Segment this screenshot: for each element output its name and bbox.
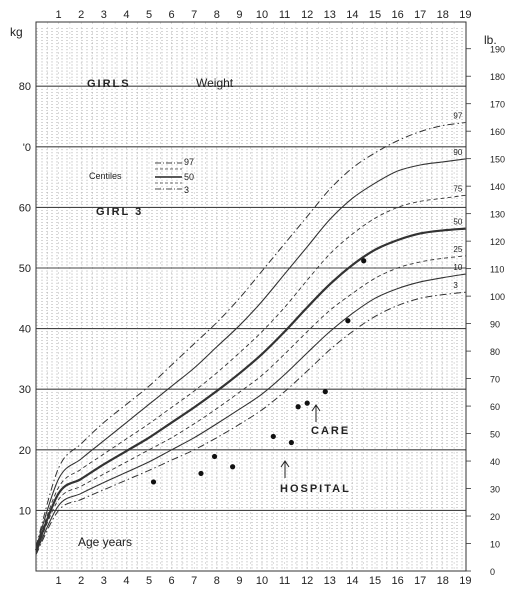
centile-label-97: 97 <box>453 111 463 121</box>
chart-title: GIRLS <box>87 78 131 90</box>
y-tick-label-right: 170 <box>490 99 506 110</box>
care-annotation <box>311 405 350 437</box>
y-tick-label-right: 70 <box>490 374 501 385</box>
x-tick-label-bottom: 6 <box>168 575 175 587</box>
x-tick-label-bottom: 11 <box>278 575 291 587</box>
y-tick-label-right: 150 <box>490 154 506 165</box>
y-tick-label-right: 120 <box>490 237 506 248</box>
measurement-point <box>361 258 366 263</box>
centile-label-50: 50 <box>453 217 463 227</box>
x-tick-label-bottom: 19 <box>459 575 472 587</box>
measurement-point <box>198 471 203 476</box>
x-tick-label-top: 19 <box>459 9 472 21</box>
x-tick-label-bottom: 9 <box>236 575 243 587</box>
y-tick-label-left: 20 <box>18 444 31 457</box>
left-unit-label: kg <box>10 25 23 39</box>
y-tick-label-left: 60 <box>18 202 31 215</box>
x-tick-label-bottom: 5 <box>145 575 153 587</box>
legend-title: Centiles <box>89 171 122 181</box>
x-tick-label-bottom: 15 <box>368 575 382 587</box>
legend-entry-97: 97 <box>184 157 195 167</box>
x-tick-label-bottom: 12 <box>301 575 314 587</box>
x-tick-label-top: 8 <box>213 9 220 21</box>
x-axis-label: Age years <box>78 535 133 549</box>
y-tick-label-left: 40 <box>18 323 31 336</box>
measurement-point <box>305 401 310 406</box>
x-tick-label-top: 10 <box>255 9 269 21</box>
y-tick-label-right: 180 <box>490 72 506 83</box>
centile-label-90: 90 <box>453 147 463 157</box>
y-tick-label-right: 140 <box>490 182 506 193</box>
y-tick-label-right: 30 <box>490 484 501 495</box>
x-tick-label-top: 5 <box>145 9 153 21</box>
y-tick-label-right: 40 <box>490 457 501 468</box>
hospital-label: HOSPITAL <box>280 483 351 495</box>
measurement-point <box>212 454 217 459</box>
measurement-point <box>271 434 276 439</box>
x-tick-label-top: 12 <box>301 9 314 21</box>
measurement-point <box>296 404 301 409</box>
x-tick-label-bottom: 7 <box>191 575 198 587</box>
measurement-point <box>345 318 350 323</box>
x-tick-label-top: 7 <box>191 9 198 21</box>
x-tick-label-top: 4 <box>123 9 130 21</box>
x-tick-label-bottom: 4 <box>123 575 130 587</box>
centile-label-75: 75 <box>453 184 463 194</box>
y-tick-label-right: 160 <box>490 127 506 138</box>
y-tick-label-right: 0 <box>490 567 496 577</box>
x-tick-label-top: 17 <box>414 9 427 21</box>
x-tick-label-bottom: 3 <box>100 575 107 587</box>
measurement-point <box>323 389 328 394</box>
legend-entry-3: 3 <box>184 185 190 195</box>
hospital-annotation <box>280 461 351 495</box>
y-tick-label-right: 100 <box>490 292 506 303</box>
x-tick-label-top: 18 <box>436 9 449 21</box>
x-tick-label-bottom: 17 <box>414 575 427 587</box>
x-tick-label-top: 6 <box>168 9 175 21</box>
x-tick-labels <box>56 9 472 587</box>
x-tick-label-bottom: 1 <box>55 575 62 587</box>
y-tick-label-right: 130 <box>490 209 506 220</box>
centile-label-25: 25 <box>453 244 463 254</box>
x-tick-label-top: 9 <box>236 9 243 21</box>
x-tick-label-top: 15 <box>368 9 382 21</box>
centile-label-10: 10 <box>453 263 463 273</box>
x-tick-label-top: 14 <box>346 9 359 21</box>
measurement-point <box>289 440 294 445</box>
legend-entry-50: 50 <box>184 172 195 182</box>
grid <box>36 22 466 571</box>
y-tick-label-left: '0 <box>22 141 31 154</box>
care-label: CARE <box>311 425 351 437</box>
x-tick-label-top: 3 <box>100 9 107 21</box>
y-tick-label-right: 50 <box>490 429 501 440</box>
x-tick-label-top: 2 <box>78 9 85 21</box>
y-tick-label-right: 90 <box>490 319 501 330</box>
y-tick-label-right: 80 <box>490 347 501 358</box>
x-tick-label-bottom: 8 <box>213 575 220 587</box>
x-tick-label-bottom: 13 <box>323 575 336 587</box>
x-tick-label-top: 1 <box>55 9 62 21</box>
y-tick-label-left: 30 <box>18 384 31 397</box>
centile-label-3: 3 <box>453 281 458 291</box>
y-tick-label-right: 60 <box>490 402 501 413</box>
y-tick-label-left: 10 <box>18 505 31 518</box>
measurement-point <box>230 464 235 469</box>
x-tick-label-top: 11 <box>278 9 291 21</box>
x-tick-label-top: 16 <box>391 9 404 21</box>
x-tick-label-bottom: 16 <box>391 575 404 587</box>
right-unit-label: lb. <box>484 33 497 47</box>
measurement-points <box>151 258 366 484</box>
x-tick-label-bottom: 18 <box>436 575 449 587</box>
y-tick-label-right: 190 <box>490 44 506 55</box>
measurement-point <box>151 479 156 484</box>
chart-label: GIRL 3 <box>96 206 144 218</box>
y-tick-label-right: 20 <box>490 512 501 523</box>
y-tick-label-left: 80 <box>18 81 31 94</box>
x-tick-label-bottom: 2 <box>78 575 85 587</box>
y-tick-label-right: 110 <box>490 264 505 275</box>
y-tick-label-left: 50 <box>18 263 31 275</box>
chart-subtitle: Weight <box>196 76 234 90</box>
x-tick-label-bottom: 10 <box>255 575 269 587</box>
y-tick-label-right: 10 <box>490 539 501 550</box>
x-tick-label-bottom: 14 <box>346 575 359 587</box>
x-tick-label-top: 13 <box>323 9 336 21</box>
